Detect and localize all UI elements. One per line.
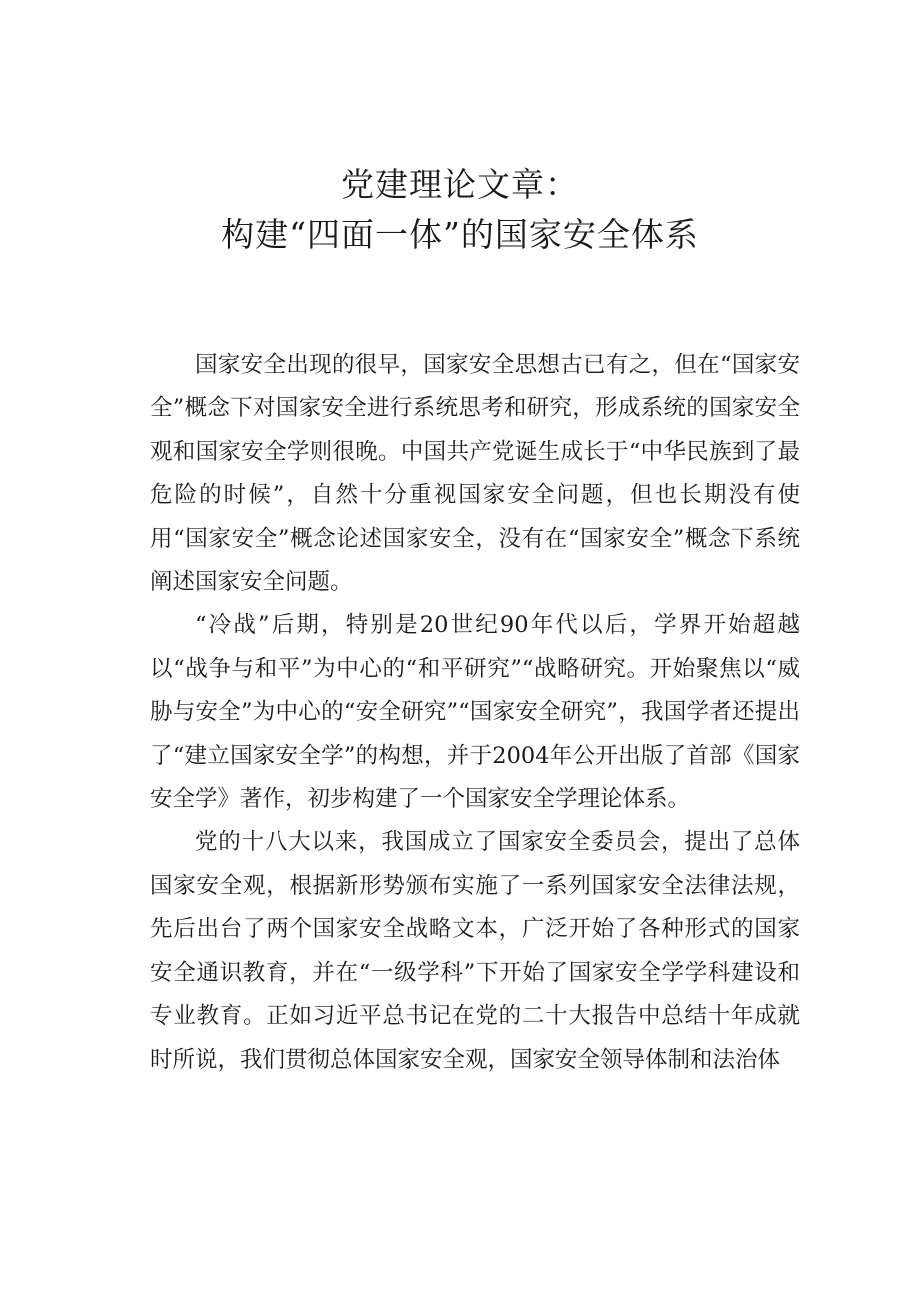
paragraph-2: “冷战”后期，特别是20世纪90年代以后，学界开始超越以“战争与和平”为中心的“和平研究”“战略研究。开始聚焦以“威胁与安全”为中心的“安全研究”“国家安全研究”，我国学者还提出了“建立国家安全学”的构想，并于2004年公开出版了首部《国家安全学》著作，初步构建了一个国家安全学理论体系。 <box>150 612 800 813</box>
title-line-2: 构建“四面一体”的国家安全体系 <box>221 215 699 254</box>
title-line-1: 党建理论文章： <box>341 165 579 204</box>
paragraph-3: 党的十八大以来，我国成立了国家安全委员会，提出了总体国家安全观，根据新形势颁布实施了一系列国家安全法律法规，先后出台了两个国家安全战略文本，广泛开始了各种形式的国家安全通识教育，并在“一级学科”下开始了国家安全学学科建设和专业教育。正如习近平总书记在党的二十大报告中总结十年成就时所说，我们贯彻总体国家安全观，国家安全领导体制和法治体 <box>150 829 800 1073</box>
paragraph-1: 国家安全出现的很早，国家安全思想古已有之，但在“国家安全”概念下对国家安全进行系统思考和研究，形成系统的国家安全观和国家安全学则很晚。中国共产党诞生成长于“中华民族到了最危险的时候”，自然十分重视国家安全问题，但也长期没有使用“国家安全”概念论述国家安全，没有在“国家安全”概念下系统阐述国家安全问题。 <box>150 352 800 596</box>
document-title <box>0 160 920 260</box>
document-body <box>150 344 800 1082</box>
